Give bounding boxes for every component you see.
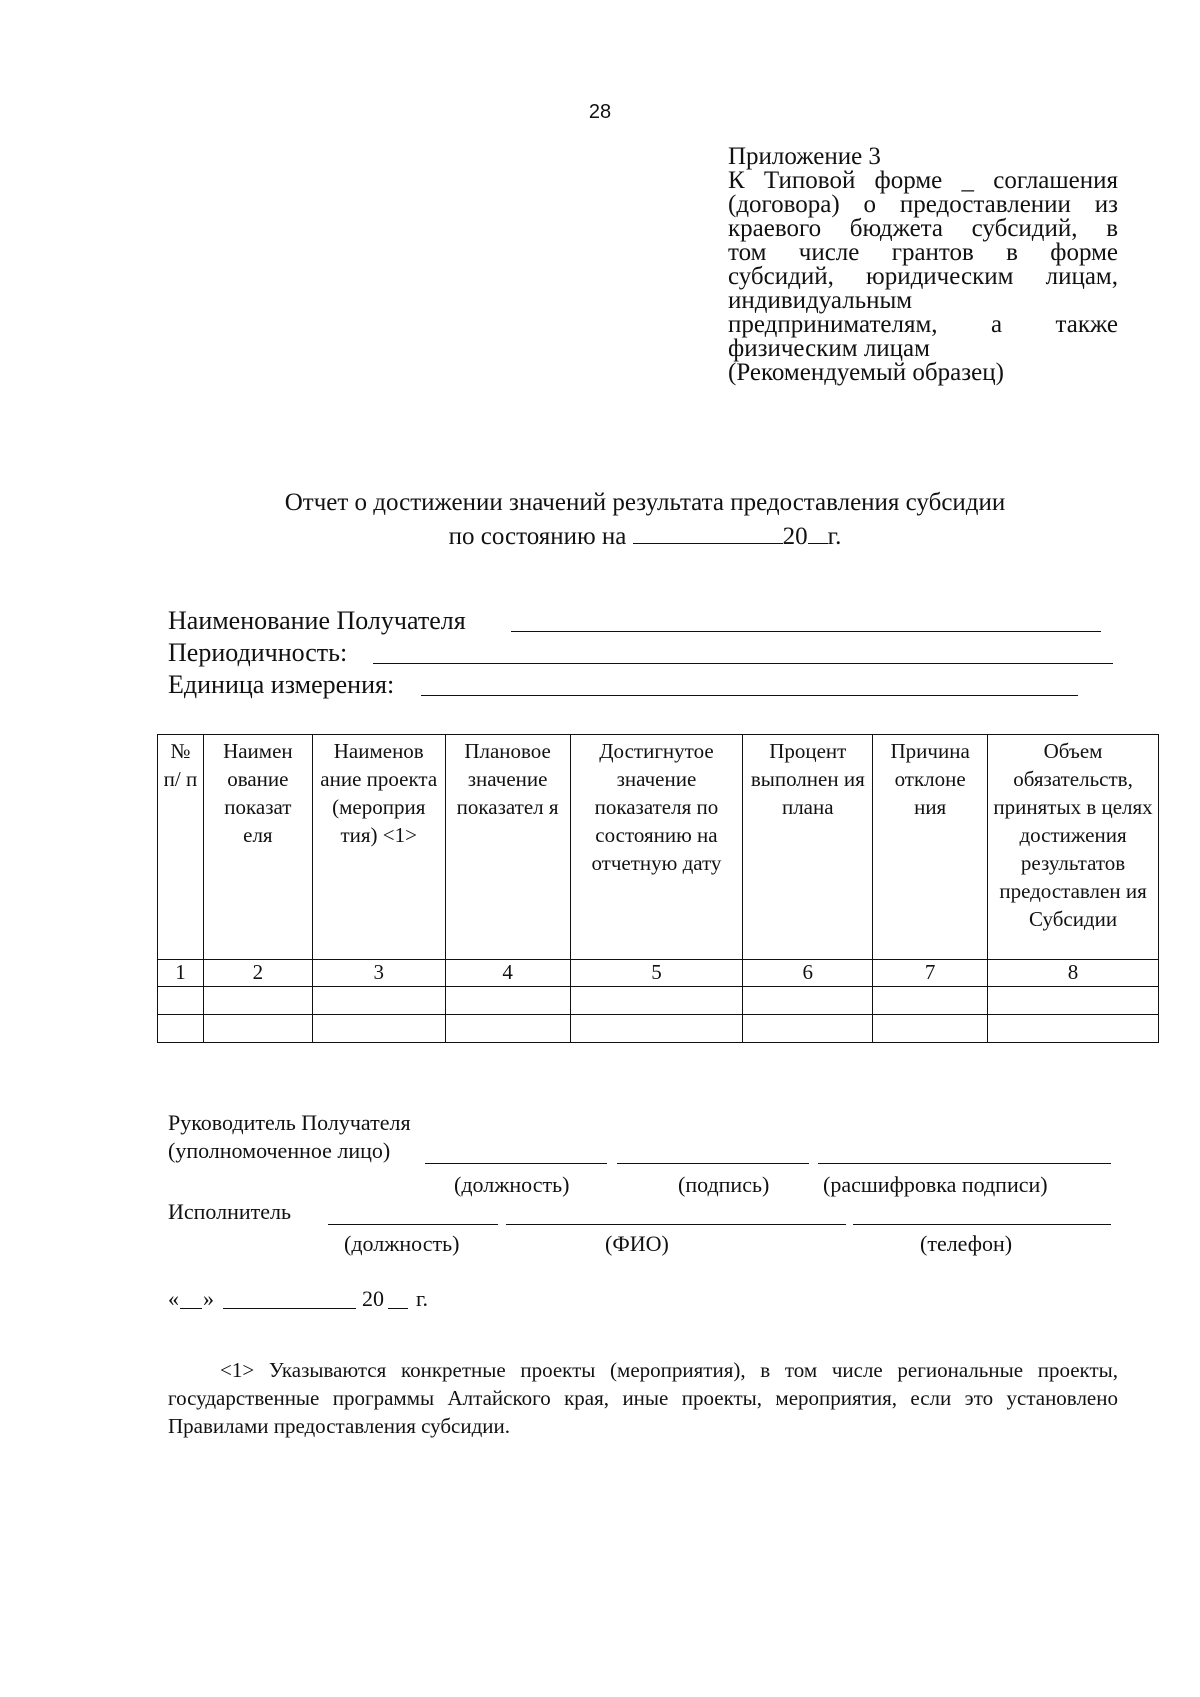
executor-fio-blank[interactable] xyxy=(506,1224,846,1225)
column-number: 1 xyxy=(158,960,204,987)
table-cell[interactable] xyxy=(312,987,445,1015)
table-row xyxy=(158,987,1159,1015)
table-cell[interactable] xyxy=(158,1015,204,1043)
results-table xyxy=(157,734,1159,1043)
date-open-quote: « xyxy=(168,1286,179,1311)
appendix-line: Приложение 3 xyxy=(728,143,881,170)
column-header: Процент выполнен ия плана xyxy=(743,735,873,960)
table-cell[interactable] xyxy=(873,1015,988,1043)
head-position-blank[interactable] xyxy=(425,1163,607,1164)
appendix-line: К Типовой форме _ соглашения xyxy=(728,167,1118,194)
report-title-line1: Отчет о достижении значений результата предоставления субсидии xyxy=(284,489,1006,516)
date-day-blank[interactable] xyxy=(180,1308,202,1309)
table-row xyxy=(158,1015,1159,1043)
appendix-line: предпринимателям, а также xyxy=(728,311,1118,338)
report-title xyxy=(0,487,1200,553)
footnote-marker: <1> xyxy=(220,1358,255,1382)
table-cell[interactable] xyxy=(203,987,312,1015)
date-close-quote: » xyxy=(203,1286,214,1311)
unit-label: Единица измерения: xyxy=(168,670,395,699)
unit-field xyxy=(168,669,466,701)
column-header: Наименов ание проекта (мероприя тия) <1> xyxy=(312,735,445,960)
column-numbers-row xyxy=(158,960,1159,987)
caption-phone: (телефон) xyxy=(920,1231,1013,1256)
table-cell[interactable] xyxy=(158,987,204,1015)
recipient-label: Наименование Получателя xyxy=(168,606,466,635)
column-number: 2 xyxy=(203,960,312,987)
periodicity-blank[interactable] xyxy=(373,663,1113,664)
column-number: 3 xyxy=(312,960,445,987)
date-year-prefix: 20 xyxy=(362,1286,384,1311)
table-cell[interactable] xyxy=(570,987,743,1015)
caption-signature: (подпись) xyxy=(678,1172,770,1197)
table-header-row xyxy=(158,735,1159,960)
appendix-line: том числе грантов в форме xyxy=(728,239,1118,266)
column-header: Причина отклоне ния xyxy=(873,735,988,960)
table-cell[interactable] xyxy=(203,1015,312,1043)
recipient-field xyxy=(168,605,466,637)
table-cell[interactable] xyxy=(988,1015,1159,1043)
column-header: Плановое значение показател я xyxy=(445,735,570,960)
appendix-line: краевого бюджета субсидий, в xyxy=(728,215,1118,242)
appendix-line: субсидий, юридическим лицам, xyxy=(728,263,1118,290)
periodicity-field xyxy=(168,637,466,669)
column-number: 7 xyxy=(873,960,988,987)
head-decoding-blank[interactable] xyxy=(818,1163,1111,1164)
table-cell[interactable] xyxy=(873,987,988,1015)
column-header: № п/ п xyxy=(158,735,204,960)
executor-phone-blank[interactable] xyxy=(853,1224,1111,1225)
appendix-line: физическим лицам xyxy=(728,335,930,362)
head-signature-blank[interactable] xyxy=(617,1163,809,1164)
table-cell[interactable] xyxy=(988,987,1159,1015)
date-year-blank[interactable] xyxy=(388,1308,408,1309)
as-of-label: по состоянию на xyxy=(448,523,627,550)
caption-fio: (ФИО) xyxy=(605,1231,669,1256)
table-cell[interactable] xyxy=(743,1015,873,1043)
table-cell[interactable] xyxy=(743,987,873,1015)
column-number: 4 xyxy=(445,960,570,987)
head-label-line2: (уполномоченное лицо) xyxy=(168,1138,391,1163)
column-number: 8 xyxy=(988,960,1159,987)
appendix-line: индивидуальным xyxy=(728,287,913,314)
year-suffix: г. xyxy=(827,523,842,550)
caption-position: (должность) xyxy=(454,1172,570,1197)
year-prefix: 20 xyxy=(782,523,808,550)
date-blank[interactable] xyxy=(633,519,783,544)
recipient-blank[interactable] xyxy=(511,631,1101,632)
appendix-line: (договора) о предоставлении из xyxy=(728,191,1118,218)
table-cell[interactable] xyxy=(445,987,570,1015)
executor-position-blank[interactable] xyxy=(328,1224,498,1225)
table-cell[interactable] xyxy=(570,1015,743,1043)
table-cell[interactable] xyxy=(445,1015,570,1043)
appendix-line: (Рекомендуемый образец) xyxy=(728,359,1004,386)
footnote xyxy=(168,1356,1118,1440)
column-header: Достигнутое значение показателя по состоянию на отчетную дату xyxy=(570,735,743,960)
column-number: 5 xyxy=(570,960,743,987)
table-cell[interactable] xyxy=(312,1015,445,1043)
caption-executor-position: (должность) xyxy=(344,1231,460,1256)
caption-decoding: (расшифровка подписи) xyxy=(823,1172,1048,1197)
footnote-text: Указываются конкретные проекты (мероприятия), в том числе региональные проекты, государственные программы Алтайского края, иные проекты, мероприятия, если это установлено Правилами предоставления субсидии. xyxy=(168,1358,1118,1438)
column-header: Наимен ование показат еля xyxy=(203,735,312,960)
report-title-line2 xyxy=(0,519,1200,553)
page-number: 28 xyxy=(588,101,612,123)
head-label-line1: Руководитель Получателя xyxy=(168,1110,411,1135)
unit-blank[interactable] xyxy=(421,695,1078,696)
report-fields xyxy=(168,605,466,701)
appendix-header xyxy=(728,145,1118,385)
executor-label: Исполнитель xyxy=(168,1199,292,1224)
periodicity-label: Периодичность: xyxy=(168,638,348,667)
column-header: Объем обязательств, принятых в целях достижения результатов предоставлен ия Субсидии xyxy=(988,735,1159,960)
year-blank[interactable] xyxy=(808,519,828,544)
date-month-blank[interactable] xyxy=(223,1308,356,1309)
column-number: 6 xyxy=(743,960,873,987)
date-year-suffix: г. xyxy=(416,1286,429,1311)
